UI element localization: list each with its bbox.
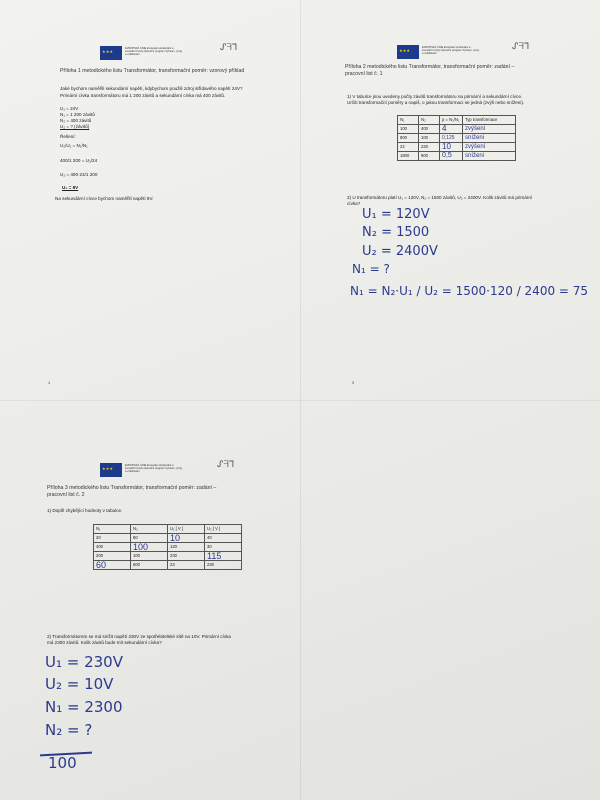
page2-title-line-2: pracovní list č. 1 xyxy=(345,71,383,77)
handwritten-cell: zvýšení xyxy=(463,143,516,152)
handwriting-line: N₁ = N₂·U₁ / U₂ = 1500·120 / 2400 = 75 xyxy=(350,284,589,298)
given-value: U₂ = ? (závitů) xyxy=(60,124,90,129)
handwritten-cell: 115 xyxy=(205,552,242,561)
handwriting-line: N₂ = ? xyxy=(45,721,93,739)
table-row xyxy=(398,134,516,143)
given-value: N₂ = 400 závitů xyxy=(60,118,92,123)
handwritten-cell: 100 xyxy=(131,543,168,552)
handwritten-cell: zvýšení xyxy=(463,125,516,134)
page1-title: Příloha 1 metodického listu Transformátor, transformační poměr: vzorový příklad xyxy=(60,68,245,74)
table-row xyxy=(94,552,242,561)
worksheet-page-2 xyxy=(300,0,600,400)
table-cell: 20 xyxy=(94,534,131,543)
handwritten-cell: 0,125 xyxy=(440,134,463,143)
given-value: U₁ = 24V xyxy=(60,106,79,111)
page1-question-line-1: Jaké bychom naměřili sekundární napětí, kdybychom použili zdroj střídavého napětí 24V? xyxy=(60,86,243,91)
table-header-cell: Typ transformace xyxy=(463,116,516,125)
handwritten-cell: sníženi xyxy=(463,134,516,143)
handwriting-line: U₂ = 2400V xyxy=(362,244,438,259)
voltage-table xyxy=(93,524,242,570)
page3-title-line-1: Příloha 3 metodického listu Transformátor, transformační poměr: zadání – xyxy=(47,485,217,491)
handwriting-line: U₂ = 10V xyxy=(45,675,114,693)
eu-flag-logo xyxy=(100,463,122,477)
eu-flag-logo xyxy=(100,46,122,60)
handwritten-cell: sníženi xyxy=(463,152,516,161)
table-cell: 100 xyxy=(131,552,168,561)
page2-task1-line-1: 1) V tabulce jsou uvedeny počty závitů transformátoru na primární a sekundární cívce. xyxy=(347,94,523,99)
table-row xyxy=(94,534,242,543)
worksheet-page-3 xyxy=(0,400,300,800)
table-row xyxy=(398,125,516,134)
table-row xyxy=(398,143,516,152)
eu-flag-logo xyxy=(397,45,419,59)
school-logo: ᔑᖷᒣ xyxy=(220,43,238,53)
table-header-cell: N₁ xyxy=(94,525,131,534)
handwritten-cell: 4 xyxy=(440,125,463,134)
page3-task1: 1) Doplň chybějící hodnoty v tabulce. xyxy=(47,508,123,513)
table-header-cell: U₂ [ V ] xyxy=(205,525,242,534)
table-header-cell: N₂ xyxy=(419,116,440,125)
ratio-table xyxy=(397,115,516,161)
table-cell: 30 xyxy=(205,543,242,552)
page2-task2-line-1: 2) U transformátoru platí U₁ = 120V, N₂ = 1500 závitů, U₂ = 2400V. Kolik závitů má primární xyxy=(347,195,533,200)
table-cell: 100 xyxy=(398,125,419,134)
eu-funding-text: EVROPSKÁ UNIE Evropské strukturální a investiční fondy Operační program Výzkum, vývoj a vzdělávání xyxy=(422,46,479,56)
page2-title-line-1: Příloha 2 metodického listu Transformátor, transformační poměr: zadání – xyxy=(345,64,515,70)
table-header-cell: p = N₂/N₁ xyxy=(440,116,463,125)
handwriting-line: 100 xyxy=(48,754,77,772)
formula-result: U₂ = 8V xyxy=(62,185,79,190)
handwriting-line: N₁ = 2300 xyxy=(45,698,123,716)
eu-funding-text: EVROPSKÁ UNIE Evropské strukturální a investiční fondy Operační program Výzkum, vývoj a vzdělávání xyxy=(125,47,182,57)
table-header-cell: N₂ xyxy=(131,525,168,534)
table-cell: 100 xyxy=(419,134,440,143)
table-cell: 220 xyxy=(419,143,440,152)
handwriting-line: N₁ = ? xyxy=(352,262,390,276)
table-cell: 600 xyxy=(131,561,168,570)
table-cell: 1800 xyxy=(398,152,419,161)
handwritten-cell: 10 xyxy=(440,143,463,152)
table-header-cell: N₁ xyxy=(398,116,419,125)
school-logo: ᔑᖷᒣ xyxy=(512,42,530,52)
table-cell: 400 xyxy=(94,543,131,552)
page1-question-line-2: Primární cívka transformátoru má 1 200 závitů a sekundární cívka má 400 závitů. xyxy=(60,93,226,98)
table-row xyxy=(94,561,242,570)
table-cell: 23 xyxy=(168,561,205,570)
handwritten-cell: 0,5 xyxy=(440,152,463,161)
handwritten-cell: 10 xyxy=(168,534,205,543)
table-cell: 80 xyxy=(131,534,168,543)
table-cell: 230 xyxy=(168,552,205,561)
handwritten-cell: 60 xyxy=(94,561,131,570)
page2-task1-line-2: Určiti transformační poměry a napiš, o jakou transformaci se jedná (zvýš nebo sníženi). xyxy=(347,100,525,105)
table-header-row xyxy=(398,116,516,125)
page3-title-line-2: pracovní list č. 2 xyxy=(47,492,85,498)
table-cell: 120 xyxy=(168,543,205,552)
page-number: 5 xyxy=(352,380,355,385)
formula-substitution: 400/1 200 = U₂/24 xyxy=(60,158,98,163)
formula-ratio: U₂/U₁ = N₂/N₁ xyxy=(60,143,88,148)
solution-label: Řešení: xyxy=(60,134,76,139)
school-logo: ᔑᖷᒣ xyxy=(217,460,235,470)
table-cell: 40 xyxy=(205,534,242,543)
given-value: N₁ = 1 200 závitů xyxy=(60,112,95,117)
handwriting-line: U₁ = 230V xyxy=(45,653,123,671)
page-number: 4 xyxy=(48,380,51,385)
table-header-row xyxy=(94,525,242,534)
table-cell: 230 xyxy=(205,561,242,570)
formula-rearranged: U₂ = 400·24/1 200 xyxy=(60,172,98,177)
handwriting-line: N₂ = 1500 xyxy=(362,225,430,240)
table-header-cell: U₁ [ V ] xyxy=(168,525,205,534)
table-cell: 900 xyxy=(419,152,440,161)
table-cell: 800 xyxy=(398,134,419,143)
table-cell: 400 xyxy=(419,125,440,134)
table-cell: 22 xyxy=(398,143,419,152)
page3-task2-line-1: 2) Transformátorem se má snížit napětí 230V ze spotřebitelské sítě na 10V. Primární cívka xyxy=(47,634,231,639)
page1-answer: Na sekundární cívce bychom naměřili napětí 8V. xyxy=(55,196,154,201)
worksheet-page-1 xyxy=(0,0,300,400)
table-row xyxy=(398,152,516,161)
page3-task2-line-2: má 2300 závitů. Kolik závitů bude mít sekundární cívka? xyxy=(47,640,162,645)
eu-funding-text: EVROPSKÁ UNIE Evropské strukturální a investiční fondy Operační program Výzkum, vývoj a vzdělávání xyxy=(125,464,182,474)
page2-task2-line-2: cívka? xyxy=(347,201,361,206)
table-cell: 200 xyxy=(94,552,131,561)
handwriting-line: U₁ = 120V xyxy=(362,207,430,222)
